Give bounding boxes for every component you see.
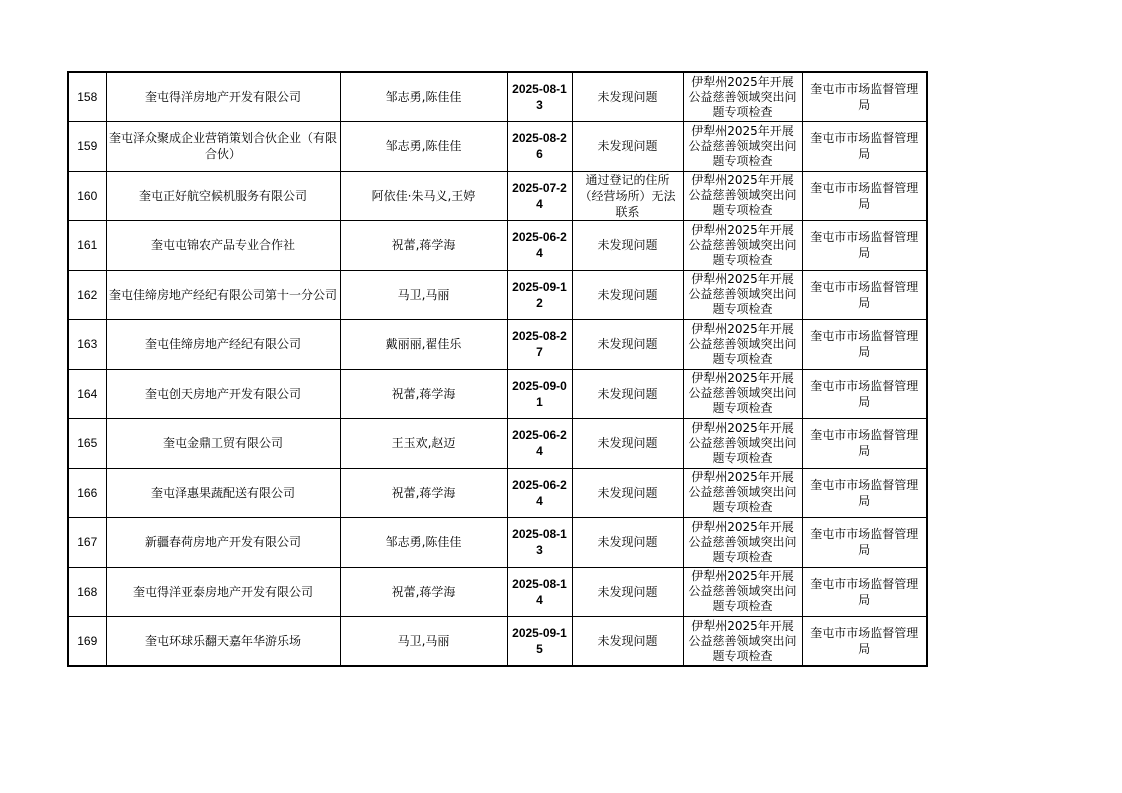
inspectors: 戴丽丽,翟佳乐 (385, 337, 462, 352)
inspectors-cell (340, 518, 507, 568)
inspection-date: 2025-06-24 (512, 428, 567, 459)
agency: 奎屯市市场监督管理局 (810, 230, 919, 261)
inspection-date-cell (507, 221, 572, 271)
inspectors-cell (340, 468, 507, 518)
agency-cell (802, 320, 927, 370)
company-name-cell (106, 369, 340, 419)
inspection-date: 2025-08-14 (512, 576, 567, 607)
inspectors-cell (340, 419, 507, 469)
inspection-result: 未发现问题 (597, 584, 658, 599)
agency: 奎屯市市场监督管理局 (810, 180, 919, 211)
row-number-cell (68, 567, 106, 617)
inspection-task-cell (683, 270, 802, 320)
inspection-result-cell (572, 518, 683, 568)
inspection-task-cell (683, 72, 802, 122)
inspection-result-cell (572, 369, 683, 419)
agency-cell (802, 171, 927, 221)
agency: 奎屯市市场监督管理局 (810, 329, 919, 360)
row-number-cell (68, 419, 106, 469)
inspection-result-cell (572, 468, 683, 518)
agency-cell (802, 518, 927, 568)
inspectors: 祝蕾,蒋学海 (391, 238, 456, 253)
inspection-date: 2025-06-24 (512, 477, 567, 508)
inspection-result: 未发现问题 (597, 485, 658, 500)
row-number: 161 (77, 238, 98, 253)
row-number: 168 (77, 584, 98, 599)
table-row (68, 122, 927, 172)
agency-cell (802, 270, 927, 320)
inspection-result-cell (572, 171, 683, 221)
company-name: 奎屯佳缔房地产经纪有限公司 (144, 337, 301, 352)
inspection-date: 2025-09-12 (512, 279, 567, 310)
inspectors: 邹志勇,陈佳佳 (385, 90, 462, 104)
row-number-cell (68, 221, 106, 271)
table-row (68, 72, 927, 122)
agency: 奎屯市市场监督管理局 (810, 626, 919, 656)
inspectors-cell (340, 171, 507, 221)
inspectors: 祝蕾,蒋学海 (391, 485, 456, 500)
company-name-cell (106, 567, 340, 617)
inspection-task: 伊犁州2025年开展公益慈善领域突出问题专项检查 (688, 74, 797, 119)
inspection-date-cell (507, 369, 572, 419)
inspection-task: 伊犁州2025年开展公益慈善领域突出问题专项检查 (688, 272, 797, 317)
inspectors-cell (340, 270, 507, 320)
inspectors: 王玉欢,赵迈 (391, 436, 456, 451)
inspection-date-cell (507, 171, 572, 221)
inspection-date: 2025-09-15 (512, 626, 567, 656)
inspection-date: 2025-08-26 (512, 131, 567, 162)
inspection-result: 未发现问题 (597, 90, 658, 104)
company-name: 奎屯得洋亚泰房地产开发有限公司 (132, 584, 313, 599)
table-row (68, 518, 927, 568)
inspection-task-cell (683, 320, 802, 370)
inspection-date: 2025-06-24 (512, 230, 567, 261)
inspection-date-cell (507, 122, 572, 172)
agency-cell (802, 419, 927, 469)
inspection-date-cell (507, 72, 572, 122)
company-name-cell (106, 518, 340, 568)
agency: 奎屯市市场监督管理局 (810, 428, 919, 459)
inspection-task: 伊犁州2025年开展公益慈善领域突出问题专项检查 (688, 222, 797, 267)
row-number-cell (68, 518, 106, 568)
inspection-task: 伊犁州2025年开展公益慈善领域突出问题专项检查 (688, 321, 797, 366)
inspection-task: 伊犁州2025年开展公益慈善领域突出问题专项检查 (688, 569, 797, 614)
inspection-result-cell (572, 72, 683, 122)
inspection-result: 未发现问题 (597, 238, 658, 253)
inspection-task-cell (683, 617, 802, 667)
inspection-result: 通过登记的住所（经营场所）无法联系 (579, 172, 676, 219)
table-body (68, 72, 927, 666)
inspection-result-cell (572, 122, 683, 172)
row-number: 164 (77, 386, 98, 401)
inspection-date: 2025-08-13 (512, 527, 567, 558)
table-row (68, 270, 927, 320)
inspection-table (67, 71, 928, 667)
inspection-task: 伊犁州2025年开展公益慈善领域突出问题专项检查 (688, 470, 797, 515)
inspectors: 阿依佳·朱马义,王婷 (371, 188, 476, 203)
row-number: 158 (77, 90, 98, 104)
inspectors-cell (340, 122, 507, 172)
company-name: 新疆春荷房地产开发有限公司 (144, 535, 301, 550)
company-name: 奎屯正好航空候机服务有限公司 (138, 188, 307, 203)
agency-cell (802, 72, 927, 122)
company-name-cell (106, 221, 340, 271)
agency: 奎屯市市场监督管理局 (810, 378, 919, 409)
agency: 奎屯市市场监督管理局 (810, 279, 919, 310)
inspection-task-cell (683, 171, 802, 221)
row-number: 160 (77, 188, 98, 203)
inspectors-cell (340, 369, 507, 419)
company-name: 奎屯环球乐翻天嘉年华游乐场 (144, 634, 301, 648)
inspectors-cell (340, 72, 507, 122)
row-number: 162 (77, 287, 98, 302)
inspection-task-cell (683, 221, 802, 271)
inspection-date-cell (507, 518, 572, 568)
agency: 奎屯市市场监督管理局 (810, 131, 919, 162)
row-number: 159 (77, 139, 98, 154)
inspectors: 祝蕾,蒋学海 (391, 386, 456, 401)
company-name: 奎屯泽惠果蔬配送有限公司 (150, 485, 295, 500)
table-row (68, 369, 927, 419)
inspection-date: 2025-07-24 (512, 180, 567, 211)
inspection-result: 未发现问题 (597, 634, 658, 648)
table-row (68, 567, 927, 617)
inspection-date: 2025-09-01 (512, 378, 567, 409)
inspection-task: 伊犁州2025年开展公益慈善领域突出问题专项检查 (688, 123, 797, 168)
row-number: 169 (77, 634, 98, 648)
inspection-date-cell (507, 320, 572, 370)
company-name-cell (106, 419, 340, 469)
agency-cell (802, 221, 927, 271)
row-number-cell (68, 171, 106, 221)
row-number-cell (68, 617, 106, 667)
inspection-date-cell (507, 567, 572, 617)
agency-cell (802, 567, 927, 617)
agency-cell (802, 369, 927, 419)
row-number-cell (68, 369, 106, 419)
inspection-result: 未发现问题 (597, 139, 658, 154)
row-number: 163 (77, 337, 98, 352)
inspection-task: 伊犁州2025年开展公益慈善领域突出问题专项检查 (688, 173, 797, 218)
inspection-date: 2025-08-13 (512, 82, 567, 112)
company-name-cell (106, 320, 340, 370)
agency: 奎屯市市场监督管理局 (810, 82, 919, 112)
table-row (68, 171, 927, 221)
inspection-result: 未发现问题 (597, 337, 658, 352)
table-row (68, 221, 927, 271)
company-name: 奎屯金鼎工贸有限公司 (162, 436, 283, 451)
inspectors: 邹志勇,陈佳佳 (385, 535, 462, 550)
inspection-result-cell (572, 221, 683, 271)
inspectors: 邹志勇,陈佳佳 (385, 139, 462, 154)
inspection-result-cell (572, 270, 683, 320)
row-number-cell (68, 270, 106, 320)
inspection-result: 未发现问题 (597, 535, 658, 550)
inspection-task: 伊犁州2025年开展公益慈善领域突出问题专项检查 (688, 519, 797, 564)
inspection-task-cell (683, 419, 802, 469)
company-name: 奎屯创天房地产开发有限公司 (144, 386, 301, 401)
row-number: 166 (77, 485, 98, 500)
row-number-cell (68, 468, 106, 518)
row-number-cell (68, 122, 106, 172)
agency: 奎屯市市场监督管理局 (810, 527, 919, 558)
row-number: 167 (77, 535, 98, 550)
inspection-date-cell (507, 419, 572, 469)
company-name-cell (106, 122, 340, 172)
table-row (68, 320, 927, 370)
inspection-result-cell (572, 617, 683, 667)
table-row (68, 617, 927, 667)
company-name: 奎屯佳缔房地产经纪有限公司第十一分公司 (108, 287, 337, 302)
agency: 奎屯市市场监督管理局 (810, 477, 919, 508)
inspection-date-cell (507, 270, 572, 320)
company-name: 奎屯泽众聚成企业营销策划合伙企业（有限合伙） (108, 131, 337, 162)
inspectors-cell (340, 617, 507, 667)
inspectors-cell (340, 567, 507, 617)
agency-cell (802, 468, 927, 518)
table-row (68, 419, 927, 469)
inspection-result-cell (572, 320, 683, 370)
inspection-task-cell (683, 122, 802, 172)
inspection-task: 伊犁州2025年开展公益慈善领域突出问题专项检查 (688, 618, 797, 663)
company-name-cell (106, 72, 340, 122)
inspection-task: 伊犁州2025年开展公益慈善领域突出问题专项检查 (688, 371, 797, 416)
company-name-cell (106, 617, 340, 667)
company-name-cell (106, 171, 340, 221)
inspection-result: 未发现问题 (597, 287, 658, 302)
inspection-result-cell (572, 567, 683, 617)
inspection-task-cell (683, 369, 802, 419)
inspection-task-cell (683, 567, 802, 617)
inspection-result: 未发现问题 (597, 436, 658, 451)
agency-cell (802, 122, 927, 172)
inspection-task-cell (683, 468, 802, 518)
agency: 奎屯市市场监督管理局 (810, 576, 919, 607)
row-number-cell (68, 72, 106, 122)
inspection-date-cell (507, 468, 572, 518)
inspectors: 祝蕾,蒋学海 (391, 584, 456, 599)
agency-cell (802, 617, 927, 667)
row-number-cell (68, 320, 106, 370)
inspection-result: 未发现问题 (597, 386, 658, 401)
inspection-date-cell (507, 617, 572, 667)
inspection-date: 2025-08-27 (512, 329, 567, 360)
company-name-cell (106, 468, 340, 518)
inspectors: 马卫,马丽 (397, 634, 450, 648)
row-number: 165 (77, 436, 98, 451)
inspection-task-cell (683, 518, 802, 568)
inspectors: 马卫,马丽 (397, 287, 450, 302)
inspectors-cell (340, 221, 507, 271)
company-name-cell (106, 270, 340, 320)
table-row (68, 468, 927, 518)
inspectors-cell (340, 320, 507, 370)
inspection-task: 伊犁州2025年开展公益慈善领域突出问题专项检查 (688, 420, 797, 465)
company-name: 奎屯得洋房地产开发有限公司 (144, 90, 301, 104)
inspection-result-cell (572, 419, 683, 469)
company-name: 奎屯屯锦农产品专业合作社 (150, 238, 295, 253)
